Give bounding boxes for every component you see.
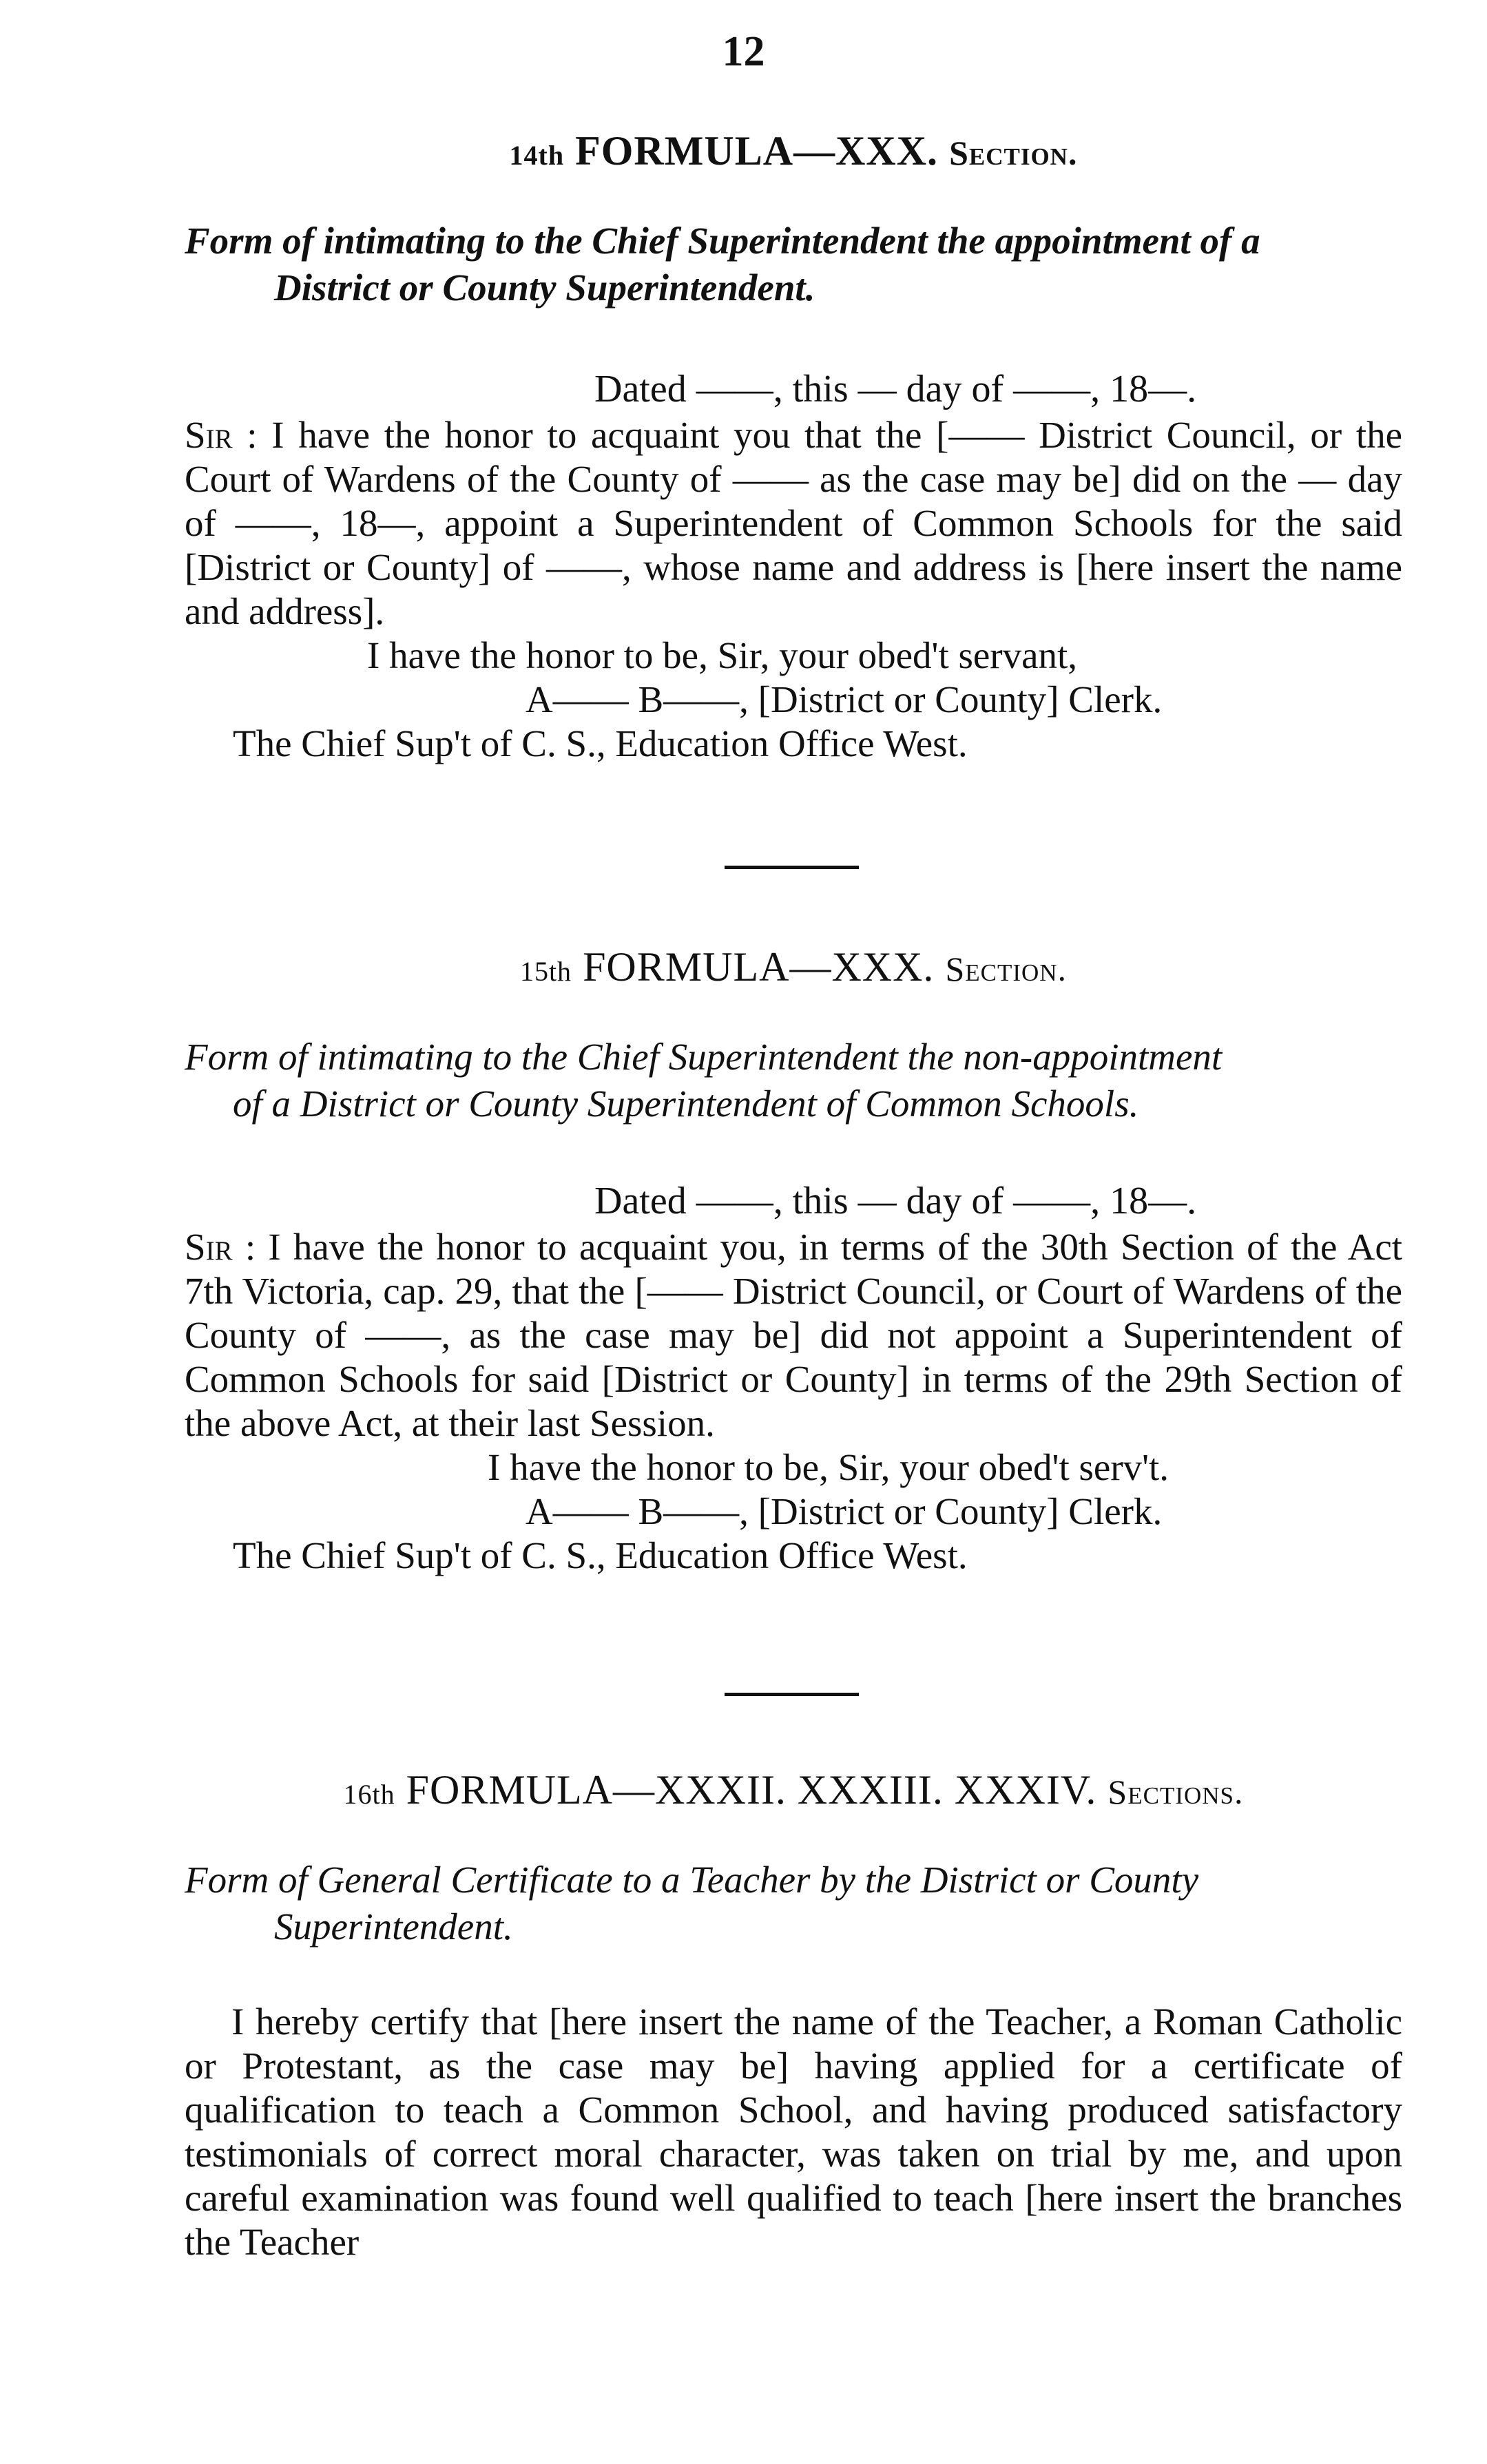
formula-15-closing: I have the honor to be, Sir, your obed't serv't. bbox=[488, 1446, 1169, 1488]
formula-14-salutation: Sir : bbox=[185, 414, 258, 456]
page-number: 12 bbox=[722, 28, 765, 75]
formula-16-section bbox=[185, 1766, 1402, 2264]
formula-14-title-rest: District or County Superintendent. bbox=[274, 267, 815, 309]
formula-16-ordinal: 16th bbox=[343, 1779, 395, 1810]
formula-16-title bbox=[185, 1857, 1402, 1950]
formula-14-title bbox=[185, 218, 1402, 311]
formula-14-heading bbox=[185, 127, 1402, 175]
formula-14-body bbox=[185, 413, 1402, 634]
formula-16-title-rest: Superintendent. bbox=[274, 1906, 513, 1948]
formula-15-title bbox=[185, 1034, 1402, 1127]
formula-15-signature: A—— B——, [District or County] Clerk. bbox=[526, 1490, 1163, 1532]
formula-15-body-text: I have the honor to acquaint you, in terms of the 30th Section of the Act 7th Victoria, cap. 29, that the [—— District Council, or Court of Wardens of the County of ——, as the case may be] did not appoint a Superintendent of Common Schools for said [District or County] in terms of the 29th Section of the above Act, at their last Session. bbox=[185, 1226, 1403, 1444]
formula-15-heading-tail: Section. bbox=[945, 950, 1068, 988]
formula-15-dated-line: Dated ——, this — day of ——, 18—. bbox=[594, 1180, 1197, 1222]
formula-16-heading bbox=[185, 1766, 1402, 1814]
formula-14-section bbox=[185, 127, 1402, 766]
formula-14-title-first: Form of intimating to the Chief Superintendent the appointment of a bbox=[185, 220, 1260, 262]
formula-16-heading-tail: Sections. bbox=[1108, 1773, 1244, 1811]
formula-16-heading-main: FORMULA—XXXII. XXXIII. XXXIV. bbox=[406, 1767, 1097, 1813]
formula-15-salutation: Sir : bbox=[185, 1226, 256, 1268]
section-divider-rule bbox=[725, 866, 859, 869]
formula-15-body bbox=[185, 1225, 1402, 1445]
formula-14-closing: I have the honor to be, Sir, your obed't servant, bbox=[367, 634, 1078, 676]
formula-16-body: I hereby certify that [here insert the name of the Teacher, a Roman Catholic or Protestant, as the case may be] having applied for a certificate of qualification to teach a Common School, and having produced satisfactory testimonials of correct moral character, was taken on trial by me, and upon careful examination was found well qualified to teach [here insert the branches the Teacher bbox=[185, 2001, 1402, 2263]
formula-14-dated-line: Dated ——, this — day of ——, 18—. bbox=[594, 368, 1197, 410]
formula-14-heading-tail: Section. bbox=[949, 134, 1078, 172]
formula-15-ordinal: 15th bbox=[519, 956, 572, 987]
formula-15-title-first: Form of intimating to the Chief Superintendent the non-appointment bbox=[185, 1036, 1223, 1078]
formula-15-heading-main: FORMULA—XXX. bbox=[583, 944, 935, 990]
formula-15-addressee: The Chief Sup't of C. S., Education Office West. bbox=[233, 1534, 968, 1576]
formula-16-title-first: Form of General Certificate to a Teacher by the District or County bbox=[185, 1859, 1199, 1901]
formula-14-signature: A—— B——, [District or County] Clerk. bbox=[526, 678, 1163, 720]
formula-14-ordinal: 14th bbox=[509, 140, 565, 171]
formula-15-title-rest: of a District or County Superintendent of Common Schools. bbox=[233, 1083, 1139, 1125]
formula-15-section bbox=[185, 943, 1402, 1578]
formula-14-heading-main: FORMULA—XXX. bbox=[575, 128, 939, 174]
section-divider-rule bbox=[725, 1693, 859, 1696]
formula-14-body-text: I have the honor to acquaint you that the [—— District Council, or the Court of Wardens of the County of —— as the case may be] did on the — day of ——, 18—, appoint a Superintendent of Common Schools for the said [District or County] of ——, whose name and address is [here insert the name and address]. bbox=[185, 414, 1403, 632]
formula-14-addressee: The Chief Sup't of C. S., Education Office West. bbox=[233, 722, 968, 764]
formula-15-heading bbox=[185, 943, 1402, 991]
